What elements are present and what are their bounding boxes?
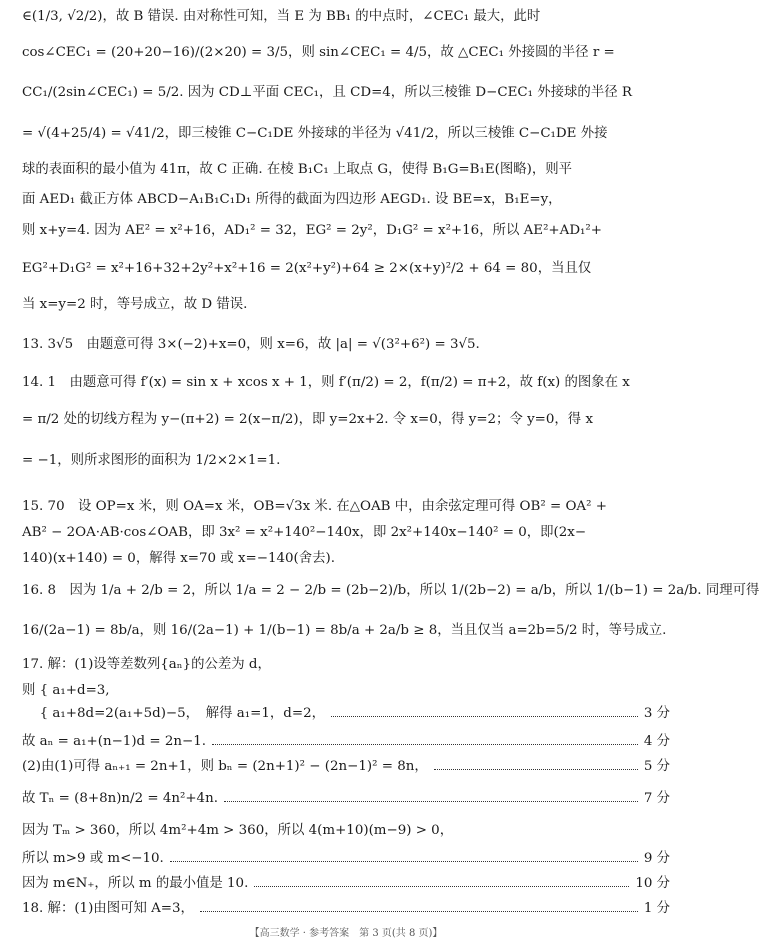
text-line: 面 AED₁ 截正方体 ABCD−A₁B₁C₁D₁ 所得的截面为四边形 AEGD₁. 设 BE=x，B₁E=y， [22,192,562,207]
text-line: cos∠CEC₁ = (20+20−16)/(2×20) = 3/5，则 sin∠CEC₁ = 4/5，故 △CEC₁ 外接圆的半径 r = [22,45,615,60]
scored-step [22,898,670,920]
score-mark: 9 分 [643,851,670,866]
scored-step [22,873,670,895]
step-text: 因为 Tₘ > 360，所以 4m²+4m > 360，所以 4(m+10)(m−9) > 0， [22,823,454,838]
scored-step [22,848,670,870]
step-text: 则 { a₁+d=3, [22,683,110,698]
dot-leader [212,743,638,745]
dot-leader [254,885,629,887]
text-line: 则 x+y=4. 因为 AE² = x²+16，AD₁² = 32，EG² = 2y²，D₁G² = x²+16，所以 AE²+AD₁²+ [22,223,603,238]
text-line: 140)(x+140) = 0，解得 x=70 或 x=−140(舍去). [22,551,335,566]
text-line: 当 x=y=2 时，等号成立，故 D 错误. [22,297,248,312]
answer-13: 13. 3√5 由题意可得 3×(−2)+x=0，则 x=6，故 |a| = √(3²+6²) = 3√5. [22,337,480,352]
scored-step [22,703,670,725]
text-line: 16/(2a−1) = 8b/a，则 16/(2a−1) + 1/(b−1) = 8b/a + 2a/b ≥ 8，当且仅当 a=2b=5/2 时，等号成立. [22,623,667,638]
dot-leader [434,768,638,770]
score-mark: 7 分 [643,791,670,806]
text-line: = −1，则所求图形的面积为 1/2×2×1=1. [22,453,281,468]
dot-leader [200,910,638,912]
dot-leader [224,800,638,802]
text-line: = π/2 处的切线方程为 y−(π+2) = 2(x−π/2)，即 y=2x+2. 令 x=0，得 y=2；令 y=0，得 x [22,412,593,427]
step-text: 18. 解：(1)由图可知 A=3， [22,901,194,916]
answer-16: 16. 8 因为 1/a + 2/b = 2，所以 1/a = 2 − 2/b = (2b−2)/b，所以 1/(2b−2) = a/b，所以 1/(b−1) = 2a/b. 同理可得 [22,583,759,598]
score-mark: 10 分 [635,876,670,891]
step-text: 所以 m>9 或 m<−10. [22,851,164,866]
text-line: ∈(1/3, √2/2)，故 B 错误. 由对称性可知，当 E 为 BB₁ 的中点时，∠CEC₁ 最大，此时 [22,9,541,24]
answer-17-heading: 17. 解：(1)设等差数列{aₙ}的公差为 d， [22,657,271,672]
scored-step [22,756,670,778]
text-line: EG²+D₁G² = x²+16+32+2y²+x²+16 = 2(x²+y²)+64 ≥ 2×(x+y)²/2 + 64 = 80，当且仅 [22,261,592,276]
step-text: { a₁+8d=2(a₁+5d)−5， 解得 a₁=1，d=2， [22,706,325,721]
step-text: 故 Tₙ = (8+8n)n/2 = 4n²+4n. [22,791,218,806]
scored-step [22,788,670,810]
text-line: = √(4+25/4) = √41/2，即三棱锥 C−C₁DE 外接球的半径为 √41/2，所以三棱锥 C−C₁DE 外接 [22,126,608,141]
text-line: CC₁/(2sin∠CEC₁) = 5/2. 因为 CD⊥平面 CEC₁，且 CD=4，所以三棱锥 D−CEC₁ 外接球的半径 R [22,85,632,100]
page-footer: 【高三数学 · 参考答案 第 3 页(共 8 页)】 [249,928,443,939]
scored-step [22,820,670,842]
score-mark: 4 分 [643,734,670,749]
score-mark: 1 分 [643,901,670,916]
score-mark: 5 分 [643,759,670,774]
step-text: 因为 m∈N₊，所以 m 的最小值是 10. [22,876,249,891]
dot-leader [331,715,638,717]
score-mark: 3 分 [643,706,670,721]
text-line: 球的表面积的最小值为 41π，故 C 正确. 在棱 B₁C₁ 上取点 G，使得 B₁G=B₁E(图略)，则平 [22,162,573,177]
scored-step [22,731,670,753]
scored-step [22,680,670,702]
step-text: 故 aₙ = a₁+(n−1)d = 2n−1. [22,734,206,749]
dot-leader [170,860,638,862]
answer-15: 15. 70 设 OP=x 米，则 OA=x 米，OB=√3x 米. 在△OAB 中，由余弦定理可得 OB² = OA² + [22,499,607,514]
text-line: AB² − 2OA·AB·cos∠OAB，即 3x² = x²+140²−140x，即 2x²+140x−140² = 0，即(2x− [22,525,587,540]
answer-14: 14. 1 由题意可得 f′(x) = sin x + xcos x + 1，则 f′(π/2) = 2，f(π/2) = π+2，故 f(x) 的图象在 x [22,375,630,390]
step-text: (2)由(1)可得 aₙ₊₁ = 2n+1，则 bₙ = (2n+1)² − (2n−1)² = 8n， [22,759,428,774]
